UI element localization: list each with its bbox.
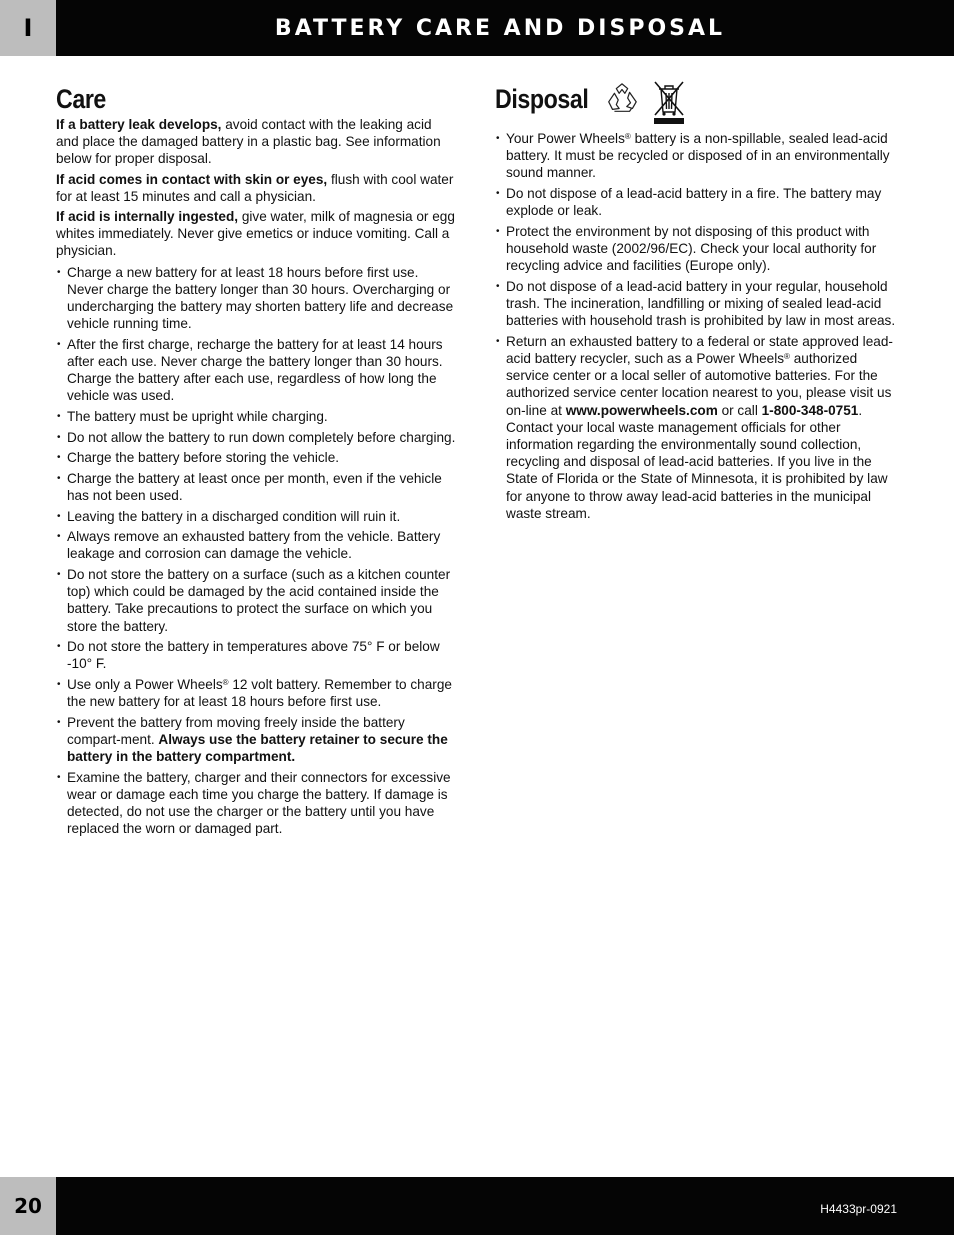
phone-number: 1-800-348-0751 bbox=[761, 402, 859, 418]
footer-bar bbox=[0, 1177, 954, 1235]
list-item: • Return an exhausted battery to a federal or state approved lead-acid battery recycler, such as a Power Wheels® authorized service center or a local seller of automotive batteries. For the authorized service center location nearest to you, please visit us on-line at www.powerwheels.com or call 1-800-348-0751. Contact your local waste management officials for other information regarding the environmentally sound collection, recycling and disposal of lead-acid batteries. If you live in the State of Florida or the State of Minnesota, it is prohibited by law for anyone to throw away lead-acid batteries in the municipal waste stream. bbox=[495, 333, 900, 522]
care-column bbox=[56, 84, 456, 841]
care-heading: Care bbox=[56, 84, 106, 114]
list-item: • Always remove an exhausted battery from the vehicle. Battery leakage and corrosion can damage the vehicle. bbox=[56, 528, 456, 562]
list-item: • After the first charge, recharge the battery for at least 14 hours after each use. Never charge the battery longer than 30 hours. Charge the battery after each use, regardless of how long the vehicle was used. bbox=[56, 336, 456, 405]
crossed-out-bin-icon bbox=[651, 79, 687, 125]
list-item: • Do not dispose of a lead-acid battery in a fire. The battery may explode or leak. bbox=[495, 185, 900, 219]
list-item: • Do not allow the battery to run down completely before charging. bbox=[56, 429, 456, 446]
list-item: • Charge the battery before storing the vehicle. bbox=[56, 449, 456, 466]
care-list bbox=[56, 264, 456, 838]
disposal-heading-row bbox=[495, 84, 900, 114]
list-item: • Your Power Wheels® battery is a non-spillable, sealed lead-acid battery. It must be recycled or disposed of in an environmentally sound manner. bbox=[495, 130, 900, 182]
page-title: BATTERY CARE AND DISPOSAL bbox=[274, 15, 726, 41]
list-item: • Use only a Power Wheels® 12 volt battery. Remember to charge the new battery for at least 18 hours before first use. bbox=[56, 676, 456, 710]
leak-paragraph: If a battery leak develops, avoid contact with the leaking acid and place the damaged battery in a plastic bag. See information below for proper disposal. bbox=[56, 117, 441, 167]
list-item: • Prevent the battery from moving freely inside the battery compart-ment. Always use the battery retainer to secure the battery in the battery compartment. bbox=[56, 714, 456, 766]
list-item: • Examine the battery, charger and their connectors for excessive wear or damage each time you charge the battery. If damage is detected, do not use the charger or the battery until you have replaced the worn or damaged part. bbox=[56, 769, 456, 838]
disposal-heading: Disposal bbox=[495, 84, 589, 114]
disposal-column bbox=[495, 84, 900, 525]
list-item: • Charge the battery at least once per month, even if the vehicle has not been used. bbox=[56, 470, 456, 504]
document-code: H4433pr-0921 bbox=[820, 1202, 897, 1216]
recycle-icon bbox=[603, 81, 641, 117]
list-item: • Protect the environment by not disposing of this product with household waste (2002/96/EC). Check your local authority for recycling advice and facilities (Europe only). bbox=[495, 223, 900, 275]
page-number: 20 bbox=[0, 1177, 56, 1235]
disposal-list bbox=[495, 130, 900, 522]
skin-paragraph: If acid comes in contact with skin or eyes, flush with cool water for at least 15 minutes and call a physician. bbox=[56, 171, 454, 204]
list-item: • Do not store the battery in temperatures above 75° F or below -10° F. bbox=[56, 638, 456, 672]
list-item: • Leaving the battery in a discharged condition will ruin it. bbox=[56, 508, 456, 525]
list-item: • The battery must be upright while charging. bbox=[56, 408, 456, 425]
list-item: • Do not store the battery on a surface (such as a kitchen counter top) which could be damaged by the acid contained inside the battery. Take precautions to protect the surface on which you store the battery. bbox=[56, 566, 456, 635]
ingested-paragraph: If acid is internally ingested, give water, milk of magnesia or egg whites immediately. Never give emetics or induce vomiting. Call a physician. bbox=[56, 209, 455, 259]
list-item: • Charge a new battery for at least 18 hours before first use. Never charge the battery longer than 30 hours. Overcharging or undercharging the battery may shorten battery life and decrease vehicle running time. bbox=[56, 264, 456, 333]
website-link[interactable]: www.powerwheels.com bbox=[565, 402, 718, 418]
section-tab: I bbox=[0, 0, 56, 56]
list-item: • Do not dispose of a lead-acid battery in your regular, household trash. The incineration, landfilling or mixing of sealed lead-acid batteries with household trash is prohibited by law in most areas. bbox=[495, 278, 900, 330]
